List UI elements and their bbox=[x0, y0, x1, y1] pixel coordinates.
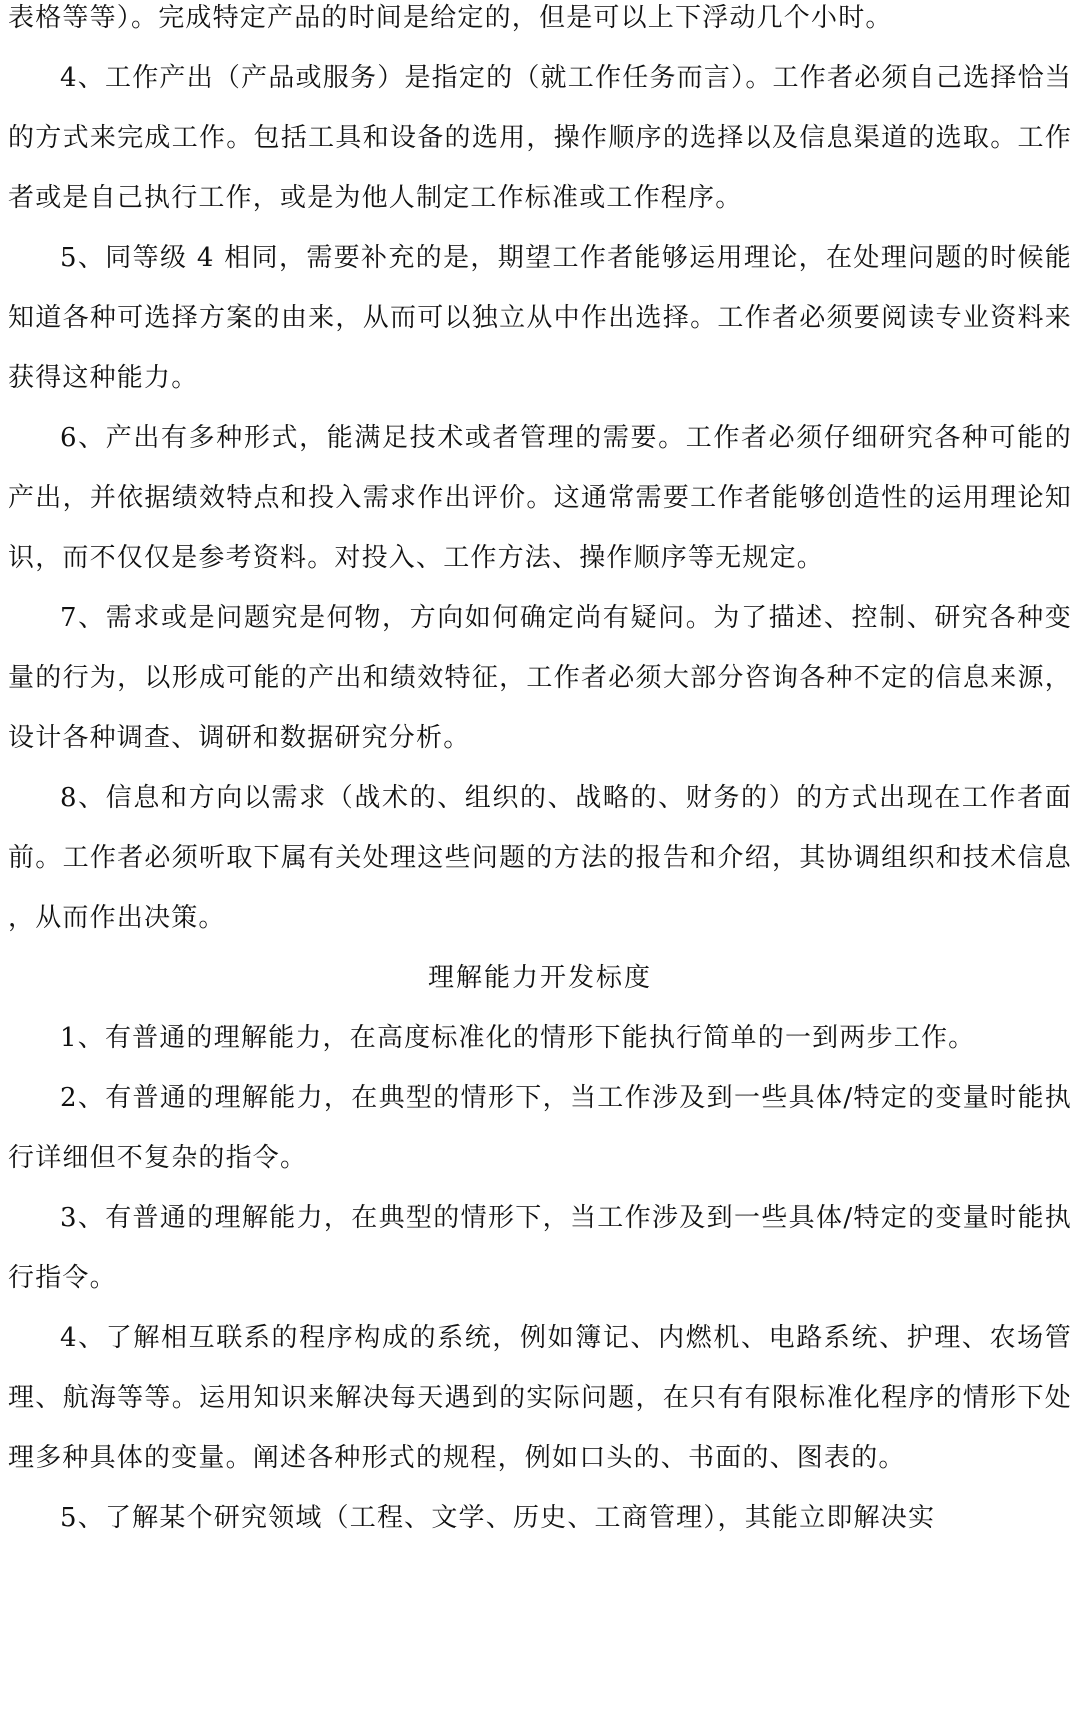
comprehension-level-5: 5、了解某个研究领域（工程、文学、历史、工商管理），其能立即解决实 bbox=[60, 1503, 936, 1533]
comprehension-level-1: 1、有普通的理解能力，在高度标准化的情形下能执行简单的一到两步工作。 bbox=[60, 1023, 976, 1053]
comprehension-level-3: 3、有普通的理解能力，在典型的情形下，当工作涉及到一些具体/特定的变量时能执行指令。 bbox=[8, 1203, 1072, 1293]
comprehension-level-2: 2、有普通的理解能力，在典型的情形下，当工作涉及到一些具体/特定的变量时能执行详细但不复杂的指令。 bbox=[8, 1083, 1072, 1173]
paragraph-fragment: 表格等等）。完成特定产品的时间是给定的，但是可以上下浮动几个小时。 bbox=[8, 3, 893, 33]
work-output-level-6: 6、产出有多种形式，能满足技术或者管理的需要。工作者必须仔细研究各种可能的产出，并依据绩效特点和投入需求作出评价。这通常需要工作者能够创造性的运用理论知识，而不仅仅是参考资料。对投入、工作方法、操作顺序等无规定。 bbox=[8, 423, 1072, 573]
work-output-level-4: 4、工作产出（产品或服务）是指定的（就工作任务而言）。工作者必须自己选择恰当的方式来完成工作。包括工具和设备的选用，操作顺序的选择以及信息渠道的选取。工作者或是自己执行工作，或是为他人制定工作标准或工作程序。 bbox=[8, 63, 1072, 213]
work-output-level-8: 8、信息和方向以需求（战术的、组织的、战略的、财务的）的方式出现在工作者面前。工作者必须听取下属有关处理这些问题的方法的报告和介绍，其协调组织和技术信息，从而作出决策。 bbox=[8, 783, 1072, 933]
section-title: 理解能力开发标度 bbox=[427, 963, 652, 993]
work-output-level-7: 7、需求或是问题究是何物，方向如何确定尚有疑问。为了描述、控制、研究各种变量的行为，以形成可能的产出和绩效特征，工作者必须大部分咨询各种不定的信息来源，设计各种调查、调研和数据研究分析。 bbox=[8, 603, 1072, 753]
work-output-level-5: 5、同等级 4 相同，需要补充的是，期望工作者能够运用理论，在处理问题的时候能知道各种可选择方案的由来，从而可以独立从中作出选择。工作者必须要阅读专业资料来获得这种能力。 bbox=[8, 243, 1072, 393]
comprehension-level-4: 4、了解相互联系的程序构成的系统，例如簿记、内燃机、电路系统、护理、农场管理、航海等等。运用知识来解决每天遇到的实际问题，在只有有限标准化程序的情形下处理多种具体的变量。阐述各种形式的规程，例如口头的、书面的、图表的。 bbox=[8, 1323, 1072, 1473]
